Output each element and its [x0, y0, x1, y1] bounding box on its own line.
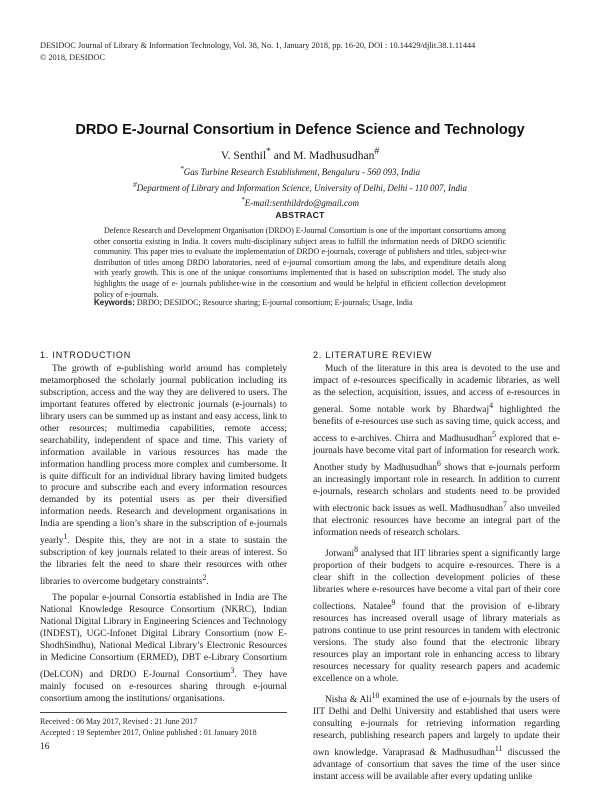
- citation-ref: 4: [489, 400, 493, 410]
- keywords-label: Keywords:: [94, 298, 135, 307]
- text-run: .: [206, 577, 209, 588]
- text-run: . They have mainly focused on e-resources sharing through e-journal consortium among the institutions/ organisations.: [40, 670, 287, 705]
- keywords: [94, 298, 506, 309]
- review-paragraph-1: [313, 364, 560, 540]
- section-heading-literature-review: 2. LITERATURE REVIEW: [313, 350, 433, 360]
- author-line: [0, 146, 600, 162]
- affiliation-2-text: Department of Library and Information Science, University of Delhi, Delhi - 110 007, India: [136, 182, 468, 193]
- text-run: explored that e-journals have become vital part of information for research work. Another study by Madhusudhan: [313, 433, 561, 473]
- text-run: found that the provision of e-library resources has increased overall usage of library materials as patrons continue to use print resources in tandem with electronic versions. The study also found that the electronic library resources play an important role in enhancing access to library resources necessary for quality research papers and academic excellence on a whole.: [313, 601, 560, 684]
- text-run: examined the use of e-journals by the users of IIT Delhi and Delhi University and established that users were consulting e-journals for retrieving information regarding research, publishing research papers and largely to update their own knowledge. Varaprasad & Madhusudhan: [313, 694, 560, 758]
- citation-ref: 2: [202, 573, 207, 583]
- abstract-text: Defence Research and Development Organisation (DRDO) E-Journal Consortium is one of the important consortiums among other consortia existing in India. It covers multi-disciplinary subject areas to fulfill the information needs of DRDO scientific community. This paper tries to evaluate the implementation of DRDO e-journals, coverage of publishers and titles, subject-wise distribution of titles among DRDO laboratories, need of e-journal consortium among the labs, and expenditure details along with yearly growth. This is one of the unique consortiums implemented that is based on subscription model. The study also highlights the usage of e- journals publisher-wise in the consortium and would be helpful in efficient collection development policy of e-journals.: [94, 226, 506, 299]
- intro-paragraph-1: [40, 364, 287, 589]
- text-run: The popular e-journal Consortia established in India are The National Knowledge Resource Consortium (NKRC), Indian National Digital Library in Engineering Sciences and Technology (INDEST), UGC-Infonet Digital Library Consortium (now E-ShodhSindhu), National Medical Library’s Electronic Resources in Medicine Consortium (ERMED), DBT e-Library Consortium (DeLCON) and DRDO E-Journal Consortium: [40, 593, 287, 681]
- affiliations: [0, 163, 600, 210]
- copyright-line: © 2018, DESIDOC: [40, 53, 106, 62]
- left-column: [40, 350, 287, 710]
- right-column: [313, 350, 560, 788]
- text-run: also unveiled that electronic resources have become an integral part of the information needs of research scholars.: [313, 503, 560, 538]
- citation-ref: 11: [494, 743, 503, 753]
- citation-ref: 3: [230, 666, 235, 676]
- author-2-marker: #: [374, 146, 380, 157]
- text-run: . Despite this, they are not in a state to sustain the subscription of key journals related to their areas of interest. So the libraries felt the need to share their resources with other libraries to overcome budgetary constraints: [40, 536, 287, 588]
- author-1: V. Senthil: [220, 149, 267, 162]
- citation-ref: 6: [436, 458, 441, 468]
- text-run: analysed that IIT libraries spent a significantly large proportion of their budgets to acquire e-resources. There is a clear shift in the collection development policies of these libraries where e-resources have become a vital part of their core collections. Natalee: [313, 548, 560, 612]
- review-paragraph-2: [313, 544, 560, 686]
- citation-ref: 9: [391, 597, 396, 607]
- citation-ref: 5: [492, 429, 497, 439]
- text-run: Much of the literature in this area is devoted to the use and impact of e-resources specifically in academic libraries, as well as the selection, acquisition, issues, and access of e-resources in general. Some notable work by Bhardwaj: [313, 363, 560, 415]
- abstract-heading: ABSTRACT: [275, 210, 325, 220]
- citation-line: DESIDOC Journal of Library & Information Technology, Vol. 38, No. 1, January 2018, pp. 16-20, DOI : 10.14429/djlit.38.1.11444: [40, 41, 476, 50]
- affiliation-2-marker: #: [132, 179, 137, 189]
- intro-paragraph-2: [40, 593, 287, 706]
- text-run: The growth of e-publishing world around has completely metamorphosed the scholarly journal publication including its subscription, access and the way they are delivered to users. The important features offered by electronic journals (e-journals) to library users can be summed up as instant and easy access, link to other resources; multimedia capabilities, remote access; searchability, independent of space and time. This variety of information available in various resources has made the information handling process more complex and cumbersome. It is quite difficult for an individual library having limited budgets to procure and subscribe each and every information resources demanded by its potential users as per their diversified information needs. Research and development organisations in India are spending a lion’s share in the subscription of e-journals yearly: [40, 363, 287, 547]
- page-number: 16: [40, 742, 50, 752]
- text-run: discussed the advantage of consortium that saves the time of the user since instant access will be available after every updating unlike: [313, 747, 560, 782]
- affiliation-1-text: Gas Turbine Research Establishment, Bengaluru - 560 093, India: [183, 167, 420, 177]
- section-heading-introduction: 1. INTRODUCTION: [40, 350, 132, 360]
- citation-ref: 1: [63, 532, 68, 542]
- text-run: Jotwani: [325, 548, 355, 559]
- review-paragraph-3: [313, 690, 560, 784]
- running-header: [40, 40, 570, 64]
- received-line: Received : 06 May 2017, Revised : 21 June 2017: [40, 717, 198, 726]
- author-2: M. Madhusudhan: [293, 149, 375, 162]
- author-connector: and: [270, 149, 294, 162]
- paper-title: DRDO E-Journal Consortium in Defence Science and Technology: [75, 122, 525, 138]
- submission-dates: [40, 712, 287, 738]
- affiliation-2: [0, 179, 600, 195]
- author-email: [0, 194, 600, 210]
- citation-ref: 7: [503, 499, 507, 509]
- text-run: highlighted the benefits of e-resources use such as saving time, quick access, and access to e-archives. Chirra and Madhusudhan: [313, 404, 560, 444]
- keywords-text: DRDO; DESIDOC; Resource sharing; E-journal consortium; E-journals; Usage, India: [134, 298, 413, 307]
- affiliation-1: [0, 163, 600, 179]
- text-run: Nisha & Ali: [325, 694, 372, 705]
- author-1-marker: *: [266, 146, 271, 157]
- accepted-line: Accepted : 19 September 2017, Online published : 01 January 2018: [40, 728, 257, 737]
- email-marker: *: [241, 195, 245, 204]
- email-text: E-mail:senthildrdo@gmail.com: [244, 198, 359, 208]
- text-run: shows that e-journals perform an increasingly important role in research. In addition to current e-journals, research scholars and students need to be provided with electronic back issues as well. Madhusudhan: [313, 463, 561, 514]
- citation-ref: 10: [371, 690, 380, 700]
- affiliation-1-marker: *: [180, 164, 184, 173]
- citation-ref: 8: [354, 544, 359, 554]
